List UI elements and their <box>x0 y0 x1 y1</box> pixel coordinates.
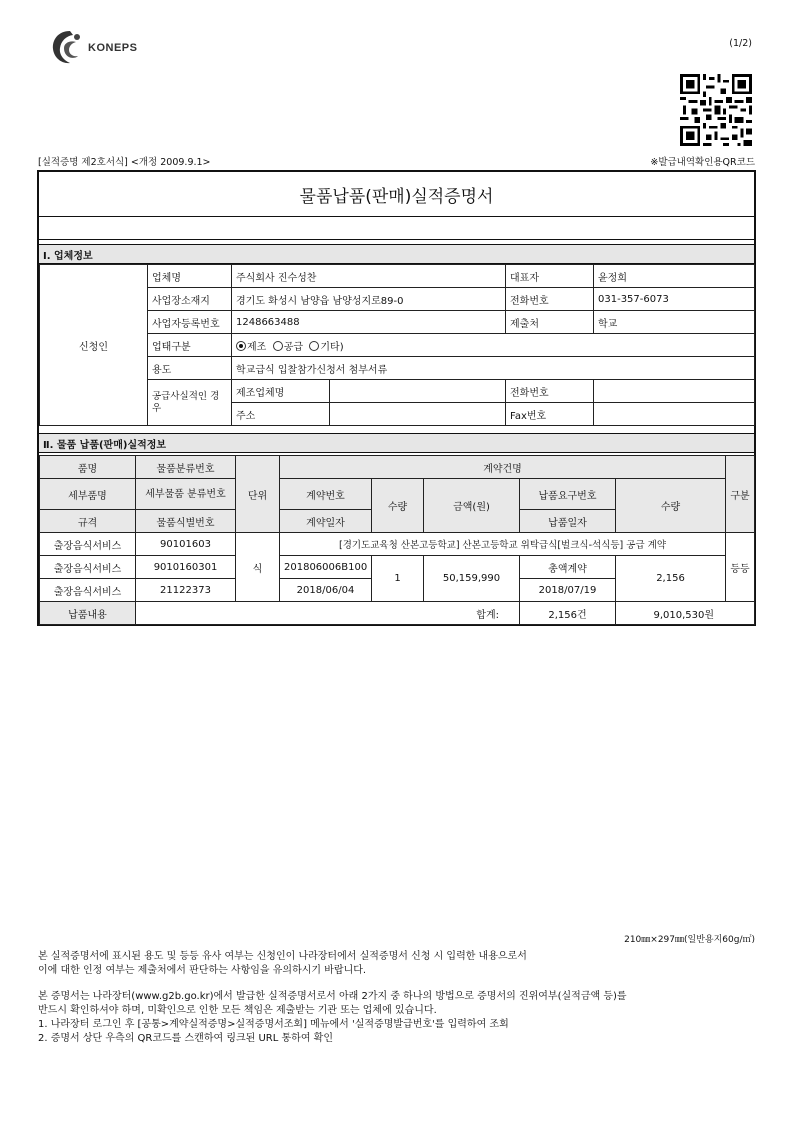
maker-phone-label: 전화번호 <box>506 380 594 403</box>
h-unit: 단위 <box>236 456 280 533</box>
paper-size: 210㎜×297㎜(일반용지60g/㎡) <box>624 935 755 945</box>
purpose-label: 용도 <box>148 357 232 380</box>
company-info-table <box>39 264 755 426</box>
type-label: 업태구분 <box>148 334 232 357</box>
fax-value <box>594 403 755 426</box>
h-detail: 세부품명 <box>40 479 136 510</box>
sum-count: 2,156건 <box>520 602 616 625</box>
company-label: 업체명 <box>148 265 232 288</box>
maker-value <box>330 380 506 403</box>
phone-value: 031-357-6073 <box>594 288 755 311</box>
submit-value: 학교 <box>594 311 755 334</box>
section1-heading: Ⅰ. 업체정보 <box>39 244 754 264</box>
footer-note-1: 본 실적증명서에 표시된 용도 및 등등 유사 여부는 신청인이 나라장터에서 실적증명서 신청 시 입력한 내용으로서 이에 대한 인정 여부는 제출처에서 판단하는 사항임을 유의하시기 바랍니다. <box>38 951 527 976</box>
koneps-logo-icon <box>50 28 84 66</box>
applicant-label: 신청인 <box>40 265 148 426</box>
req-no: 총액계약 <box>520 556 616 579</box>
h-kind: 구분 <box>726 456 755 533</box>
qr-code-icon[interactable] <box>680 74 752 146</box>
blank-row <box>39 217 754 240</box>
sum-amount: 9,010,530원 <box>616 602 755 625</box>
bizno-value: 1248663488 <box>232 311 506 334</box>
h-spec: 규격 <box>40 510 136 533</box>
page-indicator: (1/2) <box>729 38 752 49</box>
h-item: 품명 <box>40 456 136 479</box>
fax-label: Fax번호 <box>506 403 594 426</box>
bizno-label: 사업자등록번호 <box>148 311 232 334</box>
contract-no: 201806006B100 <box>280 556 372 579</box>
h-class: 물품분류번호 <box>136 456 236 479</box>
qty2: 2,156 <box>616 556 726 602</box>
radio-other[interactable] <box>309 341 319 351</box>
page-title: 물품납품(판매)실적증명서 <box>39 172 754 217</box>
amount: 50,159,990 <box>424 556 520 602</box>
qty: 1 <box>372 556 424 602</box>
maker-label: 제조업체명 <box>232 380 330 403</box>
row-kind: 등등 <box>726 533 755 602</box>
h-amount: 금액(원) <box>424 479 520 533</box>
maker-phone-value <box>594 380 755 403</box>
submit-label: 제출처 <box>506 311 594 334</box>
form-code: [실적증명 제2호서식] <개정 2009.9.1> <box>38 157 211 168</box>
row-item: 출장음식서비스 <box>40 533 136 556</box>
maker-addr-label: 주소 <box>232 403 330 426</box>
contract-name: [경기도교육청 산본고등학교] 산본고등학교 위탁급식[벌크식-석식등] 공급 계약 <box>280 533 726 556</box>
footer-note-2: 본 증명서는 나라장터(www.g2b.go.kr)에서 발급한 실적증명서로서 아래 2가지 중 하나의 방법으로 증명서의 진위여부(실적금액 등)를 반드시 확인하셔야 하며, 미확인으로 인한 모든 책임은 제출받는 기관 또는 업체에 있습니다. 1. 나라장터 로그인 후 [공통>계약실적증명>실적증명서조회] 메뉴에서 '실적증명발급번호'를 입력하여 조회 2. 증명서 상단 우측의 QR코드를 스캔하여 링크된 URL 통하여 확인 <box>38 991 627 1044</box>
h-id: 물품식별번호 <box>136 510 236 533</box>
h-contract: 계약건명 <box>280 456 726 479</box>
contract-date: 2018/06/04 <box>280 579 372 602</box>
section2-heading: Ⅱ. 물품 납품(판매)실적정보 <box>39 433 754 453</box>
qr-note: ※발급내역확인용QR코드 <box>650 157 755 168</box>
radio-manufacture[interactable] <box>236 341 246 351</box>
row-unit: 식 <box>236 533 280 602</box>
h-req-no: 납품요구번호 <box>520 479 616 510</box>
supplier-label: 공급사실적인 경우 <box>148 380 232 426</box>
h-delivery-date: 납품일자 <box>520 510 616 533</box>
delivery-table <box>39 455 755 625</box>
logo-text: KONEPS <box>88 42 138 54</box>
purpose-value: 학교급식 입찰참가신청서 첨부서류 <box>232 357 755 380</box>
address-label: 사업장소재지 <box>148 288 232 311</box>
rep-label: 대표자 <box>506 265 594 288</box>
koneps-logo <box>50 28 160 72</box>
h-detail-class: 세부물품 분류번호 <box>136 479 236 510</box>
type-options: 제조 공급 기타) <box>232 334 755 357</box>
row-detail: 출장음식서비스 <box>40 556 136 579</box>
row-id: 21122373 <box>136 579 236 602</box>
phone-label: 전화번호 <box>506 288 594 311</box>
row-detail-class: 9010160301 <box>136 556 236 579</box>
row-class: 90101603 <box>136 533 236 556</box>
h-qty: 수량 <box>372 479 424 533</box>
delivery-date: 2018/07/19 <box>520 579 616 602</box>
company-value: 주식회사 진수성찬 <box>232 265 506 288</box>
maker-addr-value <box>330 403 506 426</box>
h-qty2: 수량 <box>616 479 726 533</box>
address-value: 경기도 화성시 남양읍 남양성지로89-0 <box>232 288 506 311</box>
h-contract-no: 계약번호 <box>280 479 372 510</box>
sum-label: 합계: <box>136 602 520 625</box>
row-spec: 출장음식서비스 <box>40 579 136 602</box>
h-contract-date: 계약일자 <box>280 510 372 533</box>
rep-value: 윤정희 <box>594 265 755 288</box>
radio-supply[interactable] <box>273 341 283 351</box>
total-label: 납품내용 <box>40 602 136 625</box>
